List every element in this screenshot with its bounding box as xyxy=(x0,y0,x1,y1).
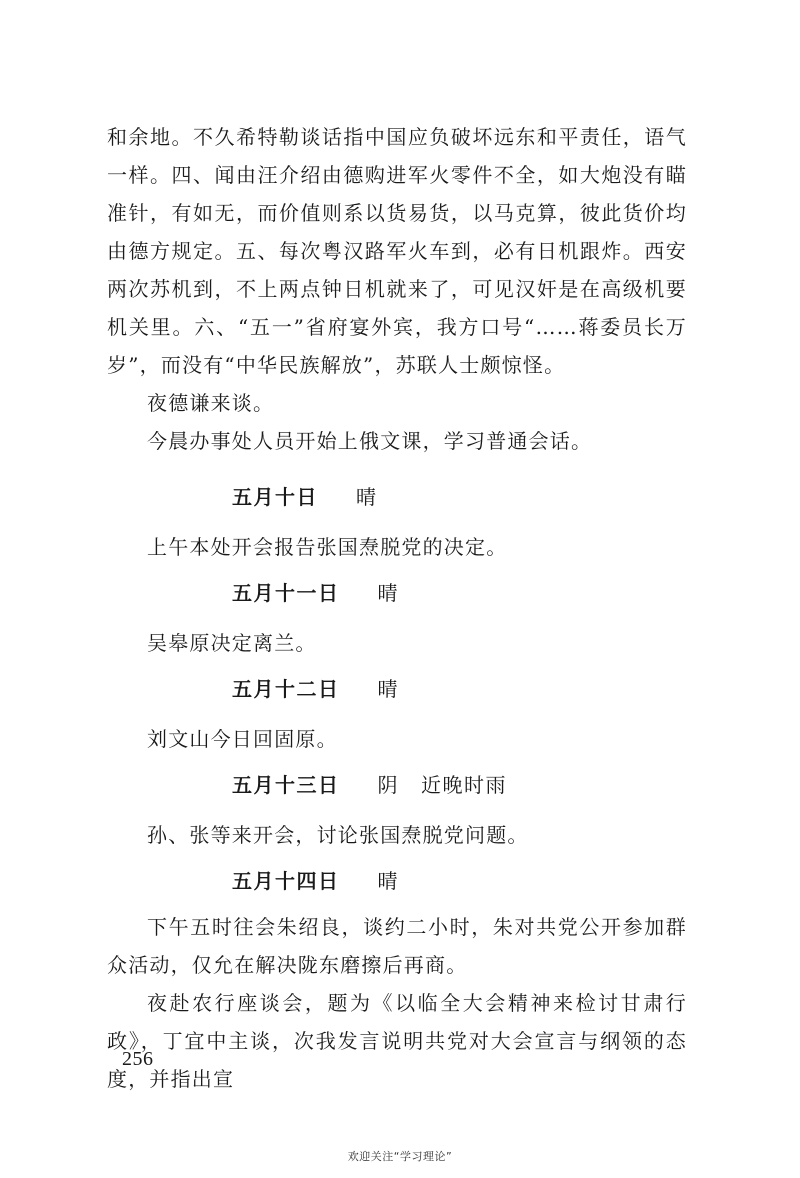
paragraph-may-11: 吴皋原决定离兰。 xyxy=(147,631,317,655)
paragraph-may-10: 上午本处开会报告张国焘脱党的决定。 xyxy=(147,535,508,559)
diary-heading-may-14 xyxy=(232,866,399,896)
paragraph-may-13: 孙、张等来开会，讨论张国焘脱党问题。 xyxy=(147,823,529,847)
diary-heading-may-12 xyxy=(232,674,399,704)
heading-weather: 晴 xyxy=(377,581,399,605)
diary-heading-may-13 xyxy=(232,770,507,800)
heading-weather: 晴 xyxy=(377,677,399,701)
paragraph-may-14-evening: 夜赴农行座谈会，题为《以临全大会精神来检讨甘肃行政》，丁宜中主谈，次我发言说明共党对大会宣言与纲领的态度，并指出宣 xyxy=(107,991,687,1091)
heading-weather: 晴 xyxy=(377,869,399,893)
diary-heading-may-10 xyxy=(232,482,378,512)
heading-date: 五月十三日 xyxy=(232,773,340,797)
heading-weather: 阴 xyxy=(377,773,399,797)
paragraph-may-12: 刘文山今日回固原。 xyxy=(147,727,338,751)
paragraph-russian-class: 今晨办事处人员开始上俄文课，学习普通会话。 xyxy=(147,429,593,453)
heading-date: 五月十四日 xyxy=(232,869,340,893)
paragraph-continued: 和余地。不久希特勒谈话指中国应负破坏远东和平责任，语气一样。四、闻由汪介绍由德购进军火零件不全，如大炮没有瞄准针，有如无，而价值则系以货易货，以马克算，彼此货价均由德方规定。五、每次粤汉路军火车到，必有日机跟炸。西安两次苏机到，不上两点钟日机就来了，可见汉奸是在高级机要机关里。六、“五一”省府宴外宾，我方口号“……蒋委员长万岁”，而没有“中华民族解放”，苏联人士颇惊怪。 xyxy=(107,125,687,377)
heading-date: 五月十日 xyxy=(232,485,318,509)
page-number: 256 xyxy=(122,1048,154,1070)
paragraph-may-14-afternoon: 下午五时往会朱绍良，谈约二小时，朱对共党公开参加群众活动，仅允在解决陇东磨擦后再商。 xyxy=(107,915,687,977)
heading-weather: 晴 xyxy=(356,485,378,509)
footer-watermark: 欢迎关注“学习理论” xyxy=(347,1150,453,1163)
paragraph-evening-visit: 夜德谦来谈。 xyxy=(147,391,275,415)
heading-date: 五月十二日 xyxy=(232,677,340,701)
heading-date: 五月十一日 xyxy=(232,581,340,605)
heading-weather-extra: 近晚时雨 xyxy=(421,773,507,797)
diary-heading-may-11 xyxy=(232,578,399,608)
